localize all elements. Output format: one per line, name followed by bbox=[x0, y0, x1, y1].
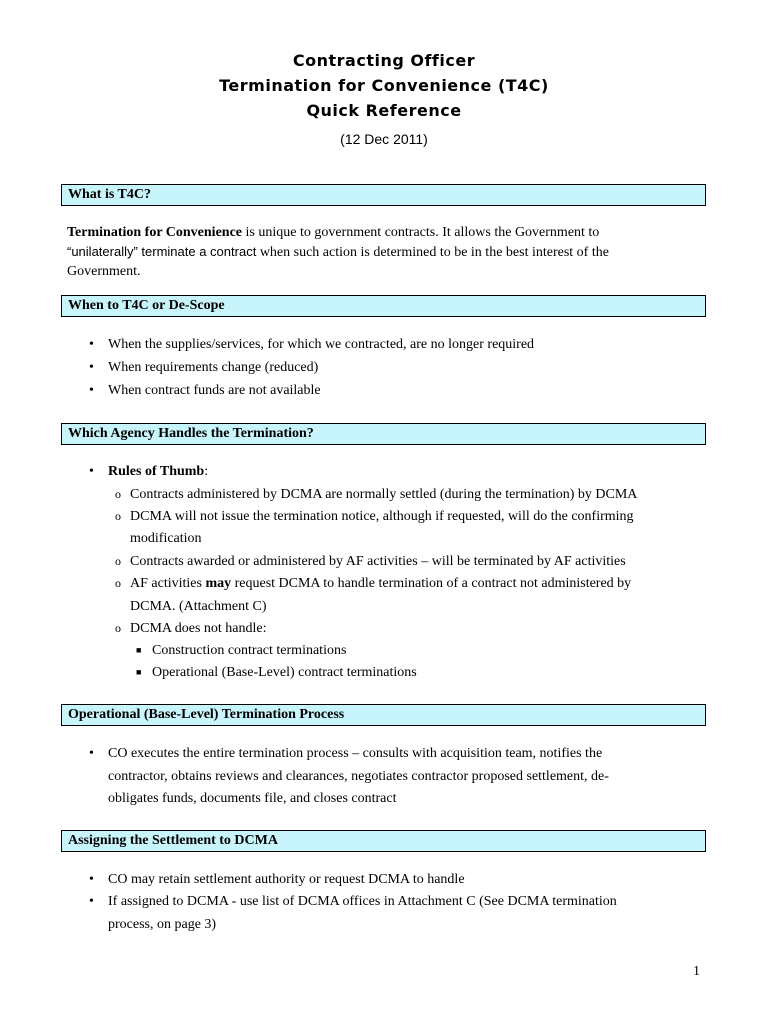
bullet-icon: • bbox=[89, 337, 94, 352]
bullet-icon: • bbox=[89, 746, 94, 761]
list-item: DCMA will not issue the termination notice, although if requested, will do the confirming bbox=[130, 509, 634, 524]
colon: : bbox=[204, 464, 209, 479]
page-number: 1 bbox=[693, 964, 700, 979]
section-heading-what-is-t4c: What is T4C? bbox=[61, 184, 706, 206]
bullet-icon: • bbox=[89, 894, 94, 909]
what-is-t4c-paragraph bbox=[67, 223, 697, 281]
circle-bullet-icon: o bbox=[115, 487, 121, 501]
list-item: When requirements change (reduced) bbox=[108, 360, 319, 375]
quoted-phrase: “unilaterally” terminate a contract bbox=[67, 244, 257, 259]
list-item: When the supplies/services, for which we contracted, are no longer required bbox=[108, 337, 535, 352]
document-date: (12 Dec 2011) bbox=[340, 131, 428, 147]
paragraph-text-2: when such action is determined to be in the best interest of the bbox=[256, 245, 609, 260]
bullet-icon: • bbox=[89, 872, 94, 887]
bullet-icon: • bbox=[89, 360, 94, 375]
list-item: CO executes the entire termination process – consults with acquisition team, notifies the bbox=[108, 746, 603, 761]
title-line-2: Termination for Convenience (T4C) bbox=[219, 76, 549, 95]
list-item-continuation: process, on page 3) bbox=[108, 917, 217, 932]
bullet-icon: • bbox=[89, 383, 94, 398]
list-item-continuation: DCMA. (Attachment C) bbox=[130, 599, 267, 614]
circle-bullet-icon: o bbox=[115, 576, 121, 590]
list-item: DCMA does not handle: bbox=[130, 621, 267, 636]
list-item: Operational (Base-Level) contract terminations bbox=[152, 665, 417, 680]
title-line-1: Contracting Officer bbox=[292, 51, 476, 70]
list-item-continuation: modification bbox=[130, 531, 202, 546]
rules-of-thumb-item bbox=[108, 462, 208, 481]
list-item bbox=[130, 574, 631, 593]
square-bullet-icon: ■ bbox=[136, 645, 142, 655]
list-item: Contracts awarded or administered by AF activities – will be terminated by AF activities bbox=[130, 554, 626, 569]
bullet-icon: • bbox=[89, 464, 94, 479]
paragraph-text-1: is unique to government contracts. It allows the Government to bbox=[242, 225, 600, 240]
bold-lead-term: Termination for Convenience bbox=[67, 225, 242, 240]
rules-of-thumb-label: Rules of Thumb bbox=[108, 464, 205, 479]
list-item-continuation: obligates funds, documents file, and closes contract bbox=[108, 791, 397, 806]
bold-word-may: may bbox=[205, 576, 232, 591]
section-heading-when-to-t4c: When to T4C or De-Scope bbox=[61, 295, 706, 317]
section-heading-which-agency: Which Agency Handles the Termination? bbox=[61, 423, 706, 445]
circle-bullet-icon: o bbox=[115, 621, 121, 635]
text-fragment: AF activities bbox=[130, 576, 206, 591]
list-item-continuation: contractor, obtains reviews and clearances, negotiates contractor proposed settlement, de- bbox=[108, 769, 609, 784]
circle-bullet-icon: o bbox=[115, 509, 121, 523]
section-heading-operational: Operational (Base-Level) Termination Process bbox=[61, 704, 706, 726]
list-item: When contract funds are not available bbox=[108, 383, 321, 398]
title-line-3: Quick Reference bbox=[306, 101, 462, 120]
circle-bullet-icon: o bbox=[115, 554, 121, 568]
list-item: Construction contract terminations bbox=[152, 643, 347, 658]
square-bullet-icon: ■ bbox=[136, 667, 142, 677]
paragraph-text-3: Government. bbox=[67, 264, 141, 279]
list-item: If assigned to DCMA - use list of DCMA offices in Attachment C (See DCMA termination bbox=[108, 894, 617, 909]
text-fragment: request DCMA to handle termination of a contract not administered by bbox=[231, 576, 632, 591]
list-item: CO may retain settlement authority or request DCMA to handle bbox=[108, 872, 465, 887]
list-item: Contracts administered by DCMA are normally settled (during the termination) by DCMA bbox=[130, 487, 638, 502]
section-heading-assigning: Assigning the Settlement to DCMA bbox=[61, 830, 706, 852]
